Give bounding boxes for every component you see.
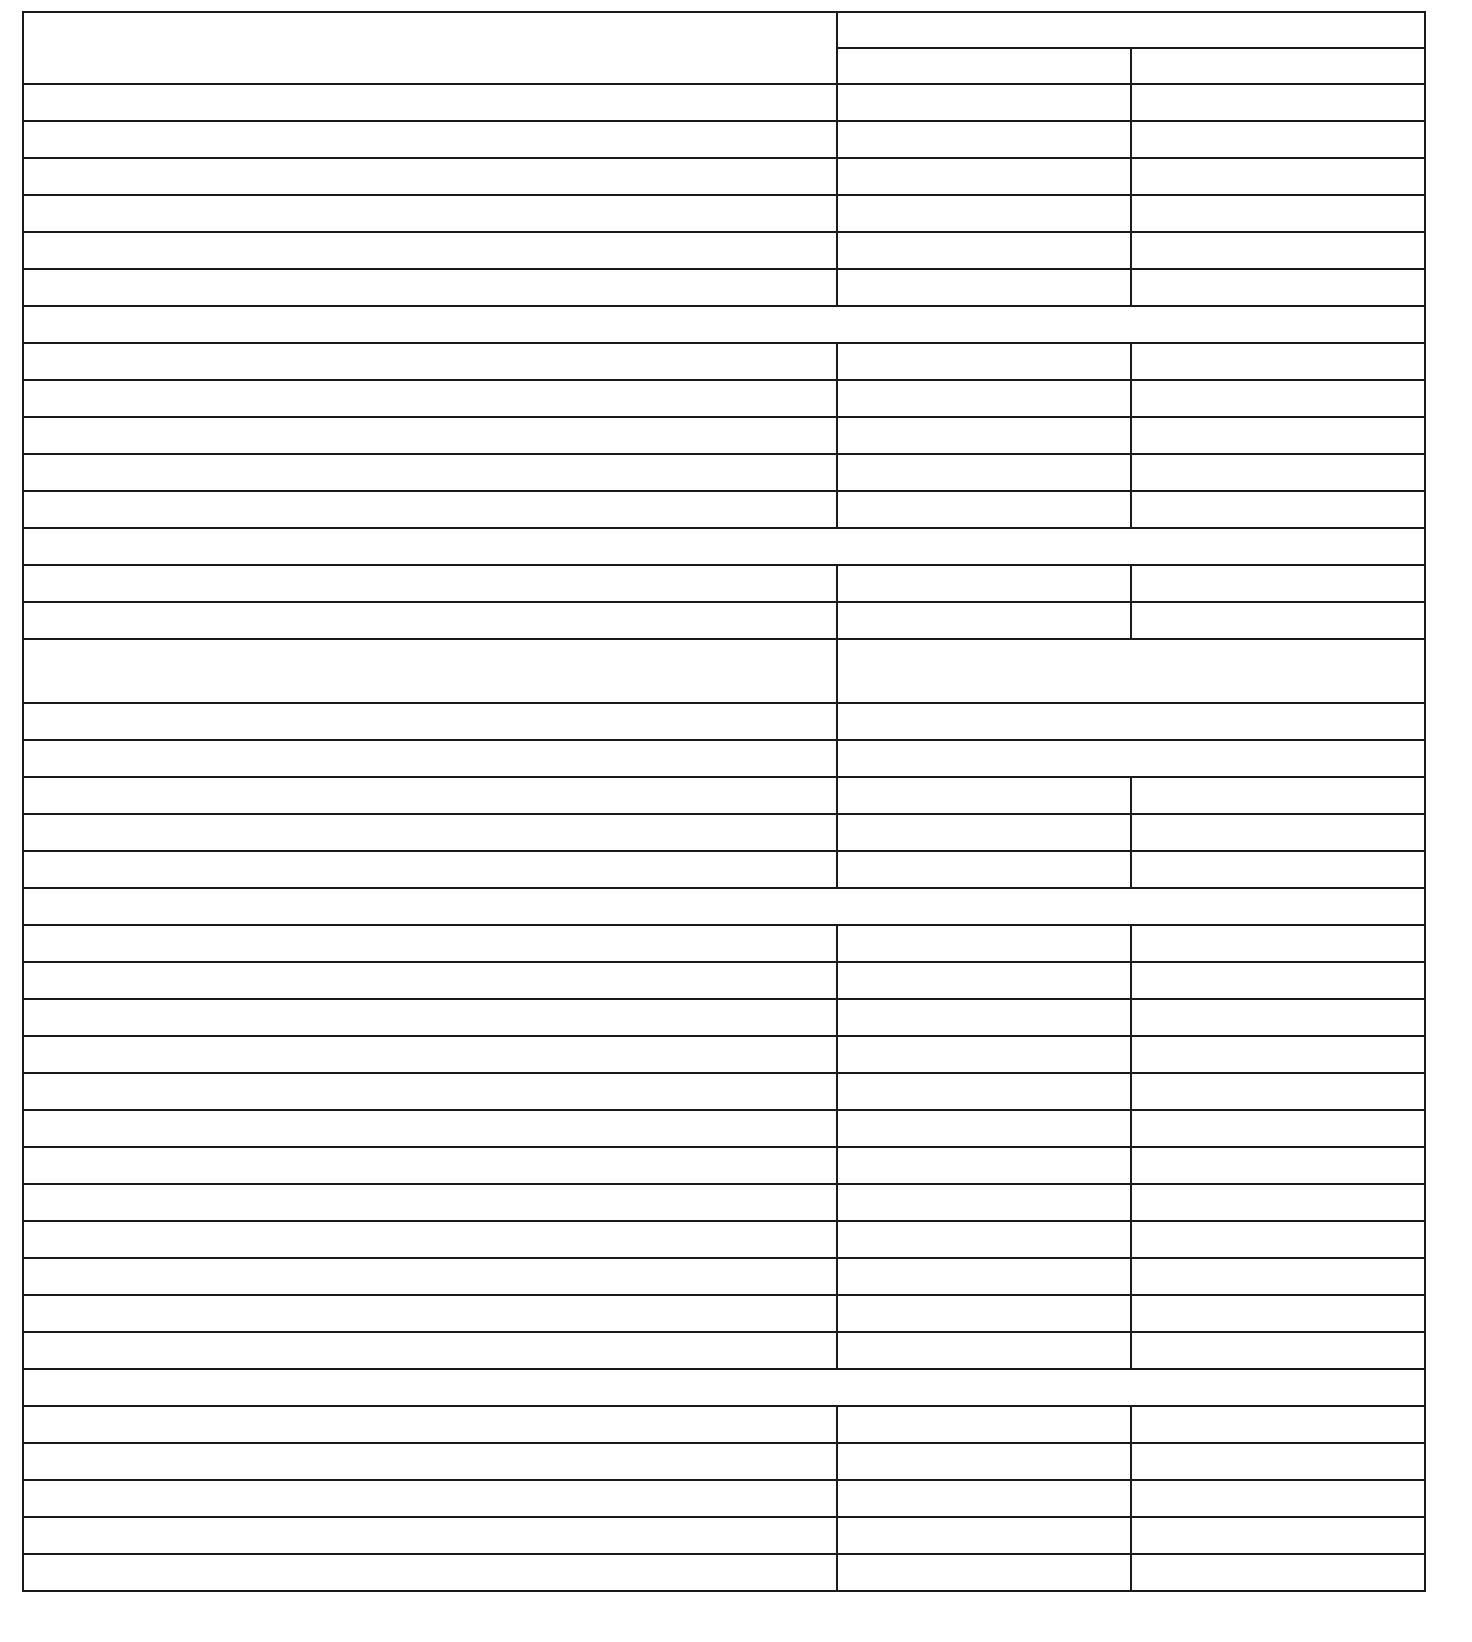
table-body (23, 84, 1425, 1591)
table-row (23, 84, 1425, 121)
english-cell (1131, 1480, 1425, 1517)
metric-cell (837, 1295, 1131, 1332)
application-cell (23, 343, 837, 380)
table-row (23, 1221, 1425, 1258)
metric-cell (837, 999, 1131, 1036)
english-cell (1131, 84, 1425, 121)
application-cell (23, 639, 837, 703)
section-label (23, 528, 1425, 565)
table-row (23, 1184, 1425, 1221)
section-label (23, 306, 1425, 343)
metric-cell (837, 1443, 1131, 1480)
table-row (23, 417, 1425, 454)
metric-cell (837, 851, 1131, 888)
table-row (23, 639, 1425, 703)
application-cell (23, 417, 837, 454)
english-cell (1131, 269, 1425, 306)
english-cell (1131, 1517, 1425, 1554)
table-row (23, 269, 1425, 306)
metric-cell (837, 814, 1131, 851)
english-cell (1131, 121, 1425, 158)
application-cell (23, 1517, 837, 1554)
application-cell (23, 380, 837, 417)
english-cell (1131, 1036, 1425, 1073)
english-cell (1131, 158, 1425, 195)
english-cell (1131, 1443, 1425, 1480)
metric-cell (837, 417, 1131, 454)
table-row (23, 1480, 1425, 1517)
application-cell (23, 1406, 837, 1443)
application-cell (23, 1443, 837, 1480)
application-cell (23, 269, 837, 306)
section-row (23, 1369, 1425, 1406)
table-row (23, 158, 1425, 195)
english-cell (1131, 195, 1425, 232)
english-cell (1131, 1184, 1425, 1221)
metric-cell (837, 491, 1131, 528)
application-cell (23, 1110, 837, 1147)
english-cell (1131, 380, 1425, 417)
table-row (23, 491, 1425, 528)
table-row (23, 1258, 1425, 1295)
application-cell (23, 925, 837, 962)
table-row (23, 1332, 1425, 1369)
metric-cell (837, 454, 1131, 491)
metric-cell (837, 602, 1131, 639)
metric-cell (837, 777, 1131, 814)
english-cell (1131, 565, 1425, 602)
metric-cell (837, 1184, 1131, 1221)
table-row (23, 999, 1425, 1036)
english-cell (1131, 1554, 1425, 1591)
section-row (23, 528, 1425, 565)
table-row (23, 1406, 1425, 1443)
torque-spec-table (22, 11, 1426, 1592)
english-cell (1131, 232, 1425, 269)
metric-cell (837, 84, 1131, 121)
table-row (23, 565, 1425, 602)
metric-cell (837, 1258, 1131, 1295)
table-row (23, 121, 1425, 158)
metric-cell (837, 565, 1131, 602)
application-cell (23, 491, 837, 528)
section-label (23, 888, 1425, 925)
metric-cell (837, 1480, 1131, 1517)
application-cell (23, 84, 837, 121)
english-cell (1131, 343, 1425, 380)
application-cell (23, 1036, 837, 1073)
table-row (23, 1295, 1425, 1332)
application-cell (23, 1147, 837, 1184)
english-column-header (1131, 48, 1425, 84)
application-cell (23, 740, 837, 777)
combined-spec-cell (837, 639, 1425, 703)
table-row (23, 851, 1425, 888)
table-row (23, 925, 1425, 962)
metric-cell (837, 925, 1131, 962)
english-cell (1131, 1073, 1425, 1110)
table-row (23, 195, 1425, 232)
table-row (23, 962, 1425, 999)
table-row (23, 1554, 1425, 1591)
metric-cell (837, 1110, 1131, 1147)
specification-column-header (837, 12, 1425, 48)
application-cell (23, 121, 837, 158)
metric-cell (837, 380, 1131, 417)
section-row (23, 306, 1425, 343)
application-cell (23, 814, 837, 851)
metric-cell (837, 343, 1131, 380)
table-row (23, 703, 1425, 740)
table-header (23, 12, 1425, 84)
metric-cell (837, 1406, 1131, 1443)
application-cell (23, 703, 837, 740)
application-cell (23, 962, 837, 999)
english-cell (1131, 777, 1425, 814)
application-cell (23, 158, 837, 195)
english-cell (1131, 962, 1425, 999)
english-cell (1131, 1110, 1425, 1147)
metric-column-header (837, 48, 1131, 84)
english-cell (1131, 602, 1425, 639)
section-label (23, 1369, 1425, 1406)
application-cell (23, 1480, 837, 1517)
table-row (23, 454, 1425, 491)
application-cell (23, 602, 837, 639)
metric-cell (837, 121, 1131, 158)
metric-cell (837, 1554, 1131, 1591)
english-cell (1131, 1295, 1425, 1332)
english-cell (1131, 1332, 1425, 1369)
metric-cell (837, 232, 1131, 269)
application-cell (23, 1073, 837, 1110)
application-cell (23, 851, 837, 888)
metric-cell (837, 195, 1131, 232)
table-row (23, 1443, 1425, 1480)
english-cell (1131, 999, 1425, 1036)
application-column-header (23, 12, 837, 84)
table-row (23, 1110, 1425, 1147)
english-cell (1131, 1147, 1425, 1184)
application-cell (23, 454, 837, 491)
table-row (23, 777, 1425, 814)
metric-cell (837, 1147, 1131, 1184)
application-cell (23, 777, 837, 814)
english-cell (1131, 1221, 1425, 1258)
application-cell (23, 195, 837, 232)
english-cell (1131, 1406, 1425, 1443)
english-cell (1131, 1258, 1425, 1295)
application-cell (23, 232, 837, 269)
table-row (23, 380, 1425, 417)
application-cell (23, 1258, 837, 1295)
english-cell (1131, 851, 1425, 888)
table-row (23, 232, 1425, 269)
application-cell (23, 1332, 837, 1369)
table-row (23, 1073, 1425, 1110)
combined-spec-cell (837, 703, 1425, 740)
table-row (23, 1036, 1425, 1073)
application-cell (23, 565, 837, 602)
table-row (23, 602, 1425, 639)
metric-cell (837, 962, 1131, 999)
table-row (23, 1147, 1425, 1184)
application-cell (23, 1295, 837, 1332)
table-row (23, 343, 1425, 380)
metric-cell (837, 158, 1131, 195)
application-cell (23, 1554, 837, 1591)
english-cell (1131, 814, 1425, 851)
table-row (23, 814, 1425, 851)
combined-spec-cell (837, 740, 1425, 777)
english-cell (1131, 925, 1425, 962)
application-cell (23, 1184, 837, 1221)
metric-cell (837, 1332, 1131, 1369)
metric-cell (837, 269, 1131, 306)
table-row (23, 740, 1425, 777)
metric-cell (837, 1517, 1131, 1554)
section-row (23, 888, 1425, 925)
application-cell (23, 999, 837, 1036)
metric-cell (837, 1036, 1131, 1073)
english-cell (1131, 417, 1425, 454)
english-cell (1131, 454, 1425, 491)
table-row (23, 1517, 1425, 1554)
metric-cell (837, 1221, 1131, 1258)
english-cell (1131, 491, 1425, 528)
metric-cell (837, 1073, 1131, 1110)
application-cell (23, 1221, 837, 1258)
